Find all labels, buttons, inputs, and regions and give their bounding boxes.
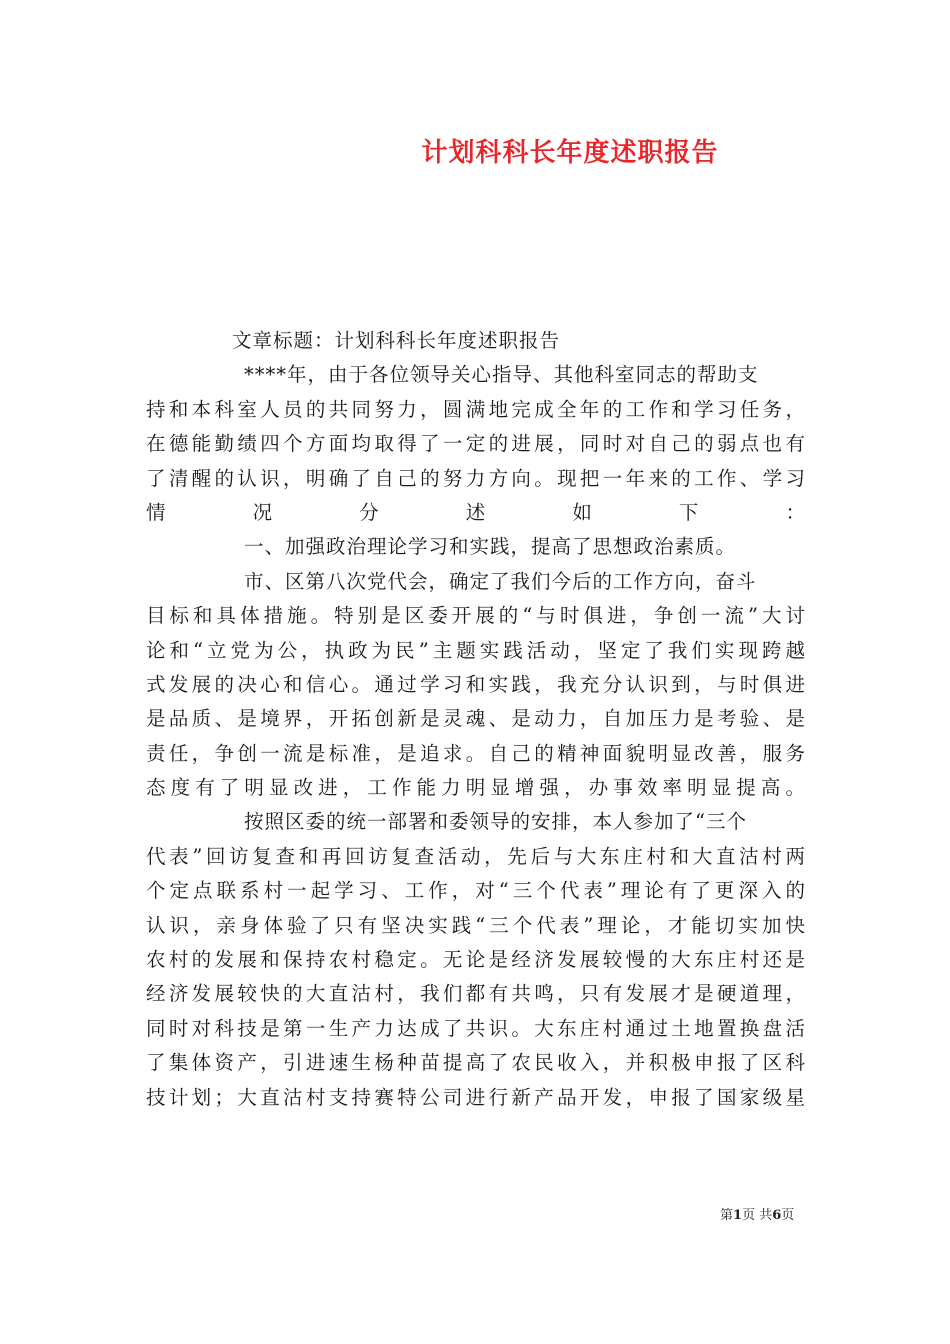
text-line: 式发展的决心和信心。通过学习和实践，我充分认识到，与时俱进 xyxy=(146,672,806,696)
text-line: 市、区第八次党代会，确定了我们今后的工作方向，奋斗 xyxy=(244,569,757,593)
text-line: 论和“立党为公，执政为民”主题实践活动，坚定了我们实现跨越 xyxy=(146,638,806,662)
footer-page-number: 1 xyxy=(733,1208,743,1223)
text-line: 了集体资产，引进速生杨种苗提高了农民收入，并积极申报了区科 xyxy=(146,1051,806,1075)
text-line: 目标和具体措施。特别是区委开展的“与时俱进，争创一流”大讨 xyxy=(146,604,806,628)
text-line: 态度有了明显改进，工作能力明显增强，办事效率明显提高。 xyxy=(146,776,806,800)
text-line: ****年，由于各位领导关心指导、其他科室同志的帮助支 xyxy=(244,363,759,387)
footer-total-pages: 6 xyxy=(772,1208,782,1223)
text-line: 了清醒的认识，明确了自己的努力方向。现把一年来的工作、学习 xyxy=(146,466,806,490)
footer-suffix: 页 xyxy=(781,1208,795,1223)
footer-prefix: 第 xyxy=(720,1208,734,1223)
footer-middle: 页 共 xyxy=(742,1208,773,1223)
article-title-line: 文章标题：计划科科长年度述职报告 xyxy=(232,329,561,352)
text-line: 技计划；大直沽村支持赛特公司进行新产品开发，申报了国家级星 xyxy=(146,1085,806,1109)
document-title: 计划科科长年度述职报告 xyxy=(421,138,719,168)
text-line: 责任，争创一流是标准，是追求。自己的精神面貌明显改善，服务 xyxy=(146,741,806,765)
text-line: 认识，亲身体验了只有坚决实践“三个代表”理论，才能切实加快 xyxy=(146,913,806,937)
text-line: 在德能勤绩四个方面均取得了一定的进展，同时对自己的弱点也有 xyxy=(146,432,806,456)
text-line: 代表”回访复查和再回访复查活动，先后与大东庄村和大直沽村两 xyxy=(146,844,806,868)
text-line: 一、加强政治理论学习和实践，提高了思想政治素质。 xyxy=(244,535,737,559)
text-line: 农村的发展和保持农村稳定。无论是经济发展较慢的大东庄村还是 xyxy=(146,948,806,972)
paragraph-lines xyxy=(146,358,806,1115)
page-footer xyxy=(720,1204,794,1223)
text-line: 经济发展较快的大直沽村，我们都有共鸣，只有发展才是硬道理， xyxy=(146,982,806,1006)
document-body xyxy=(146,324,806,1115)
text-line: 是品质、是境界，开拓创新是灵魂、是动力，自加压力是考验、是 xyxy=(146,707,806,731)
text-line: 同时对科技是第一生产力达成了共识。大东庄村通过土地置换盘活 xyxy=(146,1016,806,1040)
text-line: 个定点联系村一起学习、工作，对“三个代表”理论有了更深入的 xyxy=(146,879,806,903)
text-line: 情况分述如下： xyxy=(146,500,806,524)
text-line: 持和本科室人员的共同努力，圆满地完成全年的工作和学习任务， xyxy=(146,397,806,421)
text-line: 按照区委的统一部署和委领导的安排，本人参加了“三个 xyxy=(244,810,747,834)
